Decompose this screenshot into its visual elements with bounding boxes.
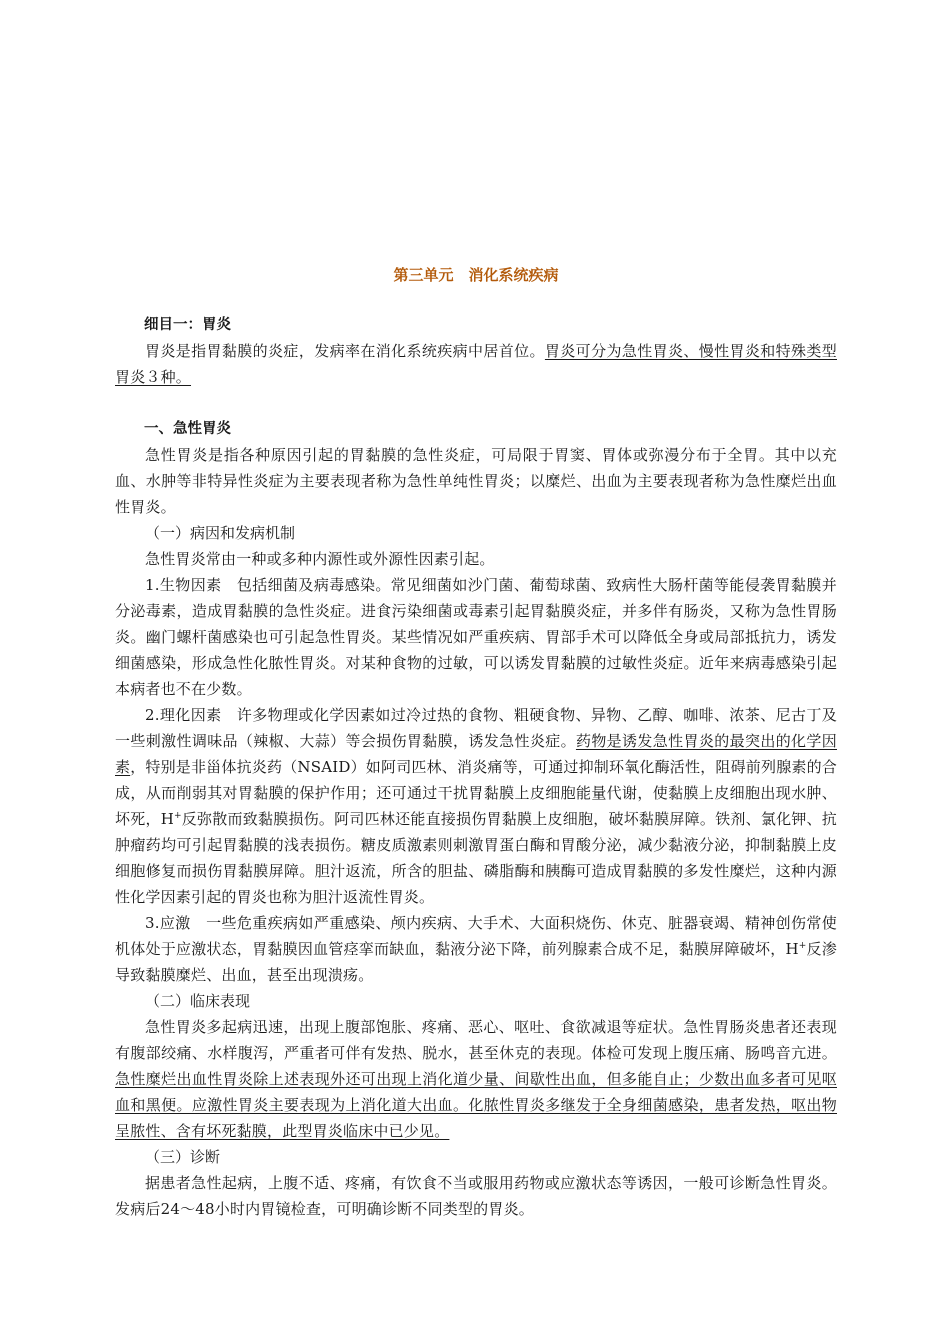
biological-factors-paragraph: 1.生物因素 包括细菌及病毒感染。常见细菌如沙门菌、葡萄球菌、致病性大肠杆菌等能侵袭胃黏膜并分泌毒素，造成胃黏膜的急性炎症。进食污染细菌或毒素引起胃黏膜炎症，并多伴有肠炎，又称为急性胃肠炎。幽门螺杆菌感染也可引起急性胃炎。某些情况如严重疾病、胃部手术可以降低全身或局部抵抗力，诱发细菌感染，形成急性化脓性胃炎。对某种食物的过敏，可以诱发胃黏膜的过敏性炎症。近年来病毒感染引起本病者也不在少数。 bbox=[115, 576, 837, 698]
intro-text: 胃炎是指胃黏膜的炎症，发病率在消化系统疾病中居首位。 bbox=[145, 342, 545, 360]
diagnosis-paragraph: 据患者急性起病，上腹不适、疼痛，有饮食不当或服用药物或应激状态等诱因，一般可诊断急性胃炎。发病后24～48小时内胃镜检查，可明确诊断不同类型的胃炎。 bbox=[115, 1174, 837, 1218]
clinical-underlined-text: 急性糜烂出血性胃炎除上述表现外还可出现上消化道少量、间歇性出血，但多能自止；少数出血多者可见呕血和黑便。应激性胃炎主要表现为上消化道大出血。化脓性胃炎多继发于全身细菌感染，患者发热，呕出物呈脓性、含有坏死黏膜，此型胃炎临床中已少见。 bbox=[115, 1070, 837, 1140]
subheading-etiology: （一）病因和发病机制 bbox=[145, 524, 296, 542]
phys-text-c: 反弥散而致黏膜损伤。阿司匹林还能直接损伤胃黏膜上皮细胞，破坏黏膜屏障。铁剂、氯化钾、抗肿瘤药均可引起胃黏膜的浅表损伤。糖皮质激素则刺激胃蛋白酶和胃酸分泌，减少黏液分泌，抑制黏膜上皮细胞修复而损伤胃黏膜屏障。胆汁返流，所含的胆盐、磷脂酶和胰酶可造成胃黏膜的多发性糜烂，这种内源性化学因素引起的胃炎也称为胆汁返流性胃炎。 bbox=[115, 810, 837, 906]
phys-text-b: ，特别是非甾体抗炎药（NSAID）如阿司匹林、消炎痛等，可通过抑制环氧化酶活性，阻碍前列腺素的合成，从而削弱其对胃黏膜的保护作用；还可通过干扰胃黏膜上皮细胞能量代谢，使黏膜上皮细胞出现水肿、坏死，H bbox=[115, 758, 837, 828]
subheading-diagnosis: （三）诊断 bbox=[145, 1148, 221, 1166]
gastritis-intro-paragraph bbox=[115, 338, 837, 390]
etiology-intro: 急性胃炎常由一种或多种内源性或外源性因素引起。 bbox=[145, 550, 495, 568]
hydrogen-ion-superscript: + bbox=[798, 941, 807, 951]
intro-underlined-text: 胃炎可分为急性胃炎、慢性胃炎和特殊类型胃炎３种。 bbox=[115, 342, 837, 386]
section-heading-acute-gastritis: 一、急性胃炎 bbox=[144, 421, 231, 437]
physicochemical-factors-paragraph bbox=[115, 702, 837, 910]
subheading-clinical: （二）临床表现 bbox=[145, 992, 251, 1010]
document-body bbox=[115, 262, 837, 1222]
item-heading: 细目一：胃炎 bbox=[144, 317, 231, 333]
stress-text-a: 3.应激 一些危重疾病如严重感染、颅内疾病、大手术、大面积烧伤、休克、脏器衰竭、精神创伤常使机体处于应激状态，胃黏膜因血管痉挛而缺血，黏液分泌下降，前列腺素合成不足，黏膜屏障破坏，H bbox=[115, 914, 837, 958]
acute-gastritis-definition: 急性胃炎是指各种原因引起的胃黏膜的急性炎症，可局限于胃窦、胃体或弥漫分布于全胃。其中以充血、水肿等非特异性炎症为主要表现者称为急性单纯性胃炎；以糜烂、出血为主要表现者称为急性糜烂出血性胃炎。 bbox=[115, 446, 837, 516]
spacer bbox=[115, 390, 837, 416]
hydrogen-ion-superscript: + bbox=[174, 811, 182, 821]
stress-paragraph bbox=[115, 910, 837, 988]
clinical-text: 急性胃炎多起病迅速，出现上腹部饱胀、疼痛、恶心、呕吐、食欲减退等症状。急性胃肠炎患者还表现有腹部绞痛、水样腹泻，严重者可伴有发热、脱水，甚至休克的表现。体检可发现上腹压痛、肠鸣音亢进。 bbox=[115, 1018, 837, 1062]
unit-title: 第三单元 消化系统疾病 bbox=[393, 266, 559, 284]
stress-text-b: 反渗导致黏膜糜烂、出血，甚至出现溃疡。 bbox=[115, 940, 837, 984]
phys-underlined-text: 药物是诱发急性胃炎的最突出的化学因素 bbox=[115, 732, 837, 776]
phys-text-a: 2.理化因素 许多物理或化学因素如过冷过热的食物、粗硬食物、异物、乙醇、咖啡、浓茶、尼古丁及一些刺激性调味品（辣椒、大蒜）等会损伤胃黏膜，诱发急性炎症。 bbox=[115, 706, 837, 750]
clinical-paragraph bbox=[115, 1014, 837, 1144]
